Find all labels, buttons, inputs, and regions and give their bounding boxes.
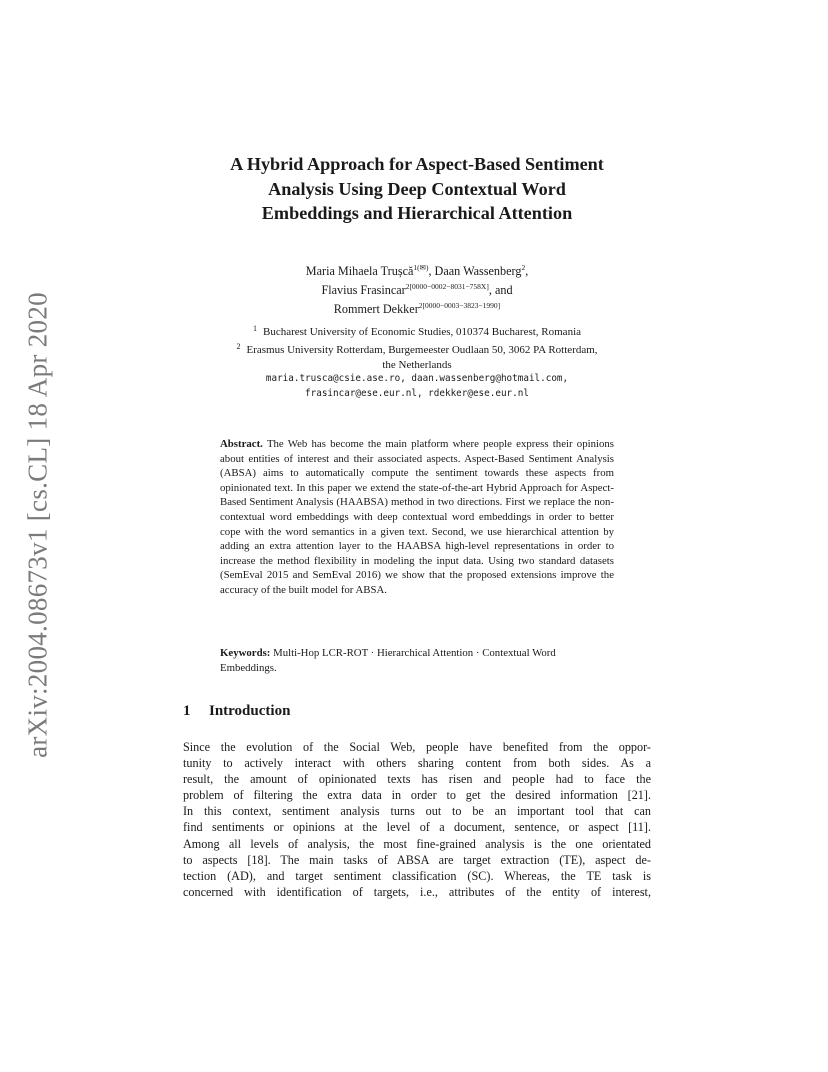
- author-list: [150, 260, 684, 317]
- affiliation-text: Bucharest University of Economic Studies, 010374 Bucharest, Romania: [262, 326, 582, 338]
- author-separator: , and: [488, 283, 513, 297]
- affiliation-line: the Netherlands: [382, 358, 452, 371]
- arxiv-identifier-sidebar: [16, 290, 60, 760]
- author-orcid: 2[0000−0003−3823−1990]: [418, 301, 501, 310]
- email-line: maria.trusca@csie.ase.ro, daan.wassenberg@hotmail.com,: [265, 373, 569, 385]
- author-line: [150, 260, 684, 279]
- author-affiliation-mark: 2: [521, 263, 526, 272]
- body-line: Since the evolution of the Social Web, people have benefited from the oppor-: [183, 740, 651, 754]
- author-name: Rommert Dekker: [333, 302, 419, 316]
- abstract-text: The Web has become the main platform where people express their opinions about entities of interest and their associated aspects. Aspect-Based Sentiment Analysis (ABSA) aims to automatically compute the sentiment towards these aspects from opinionated text. In this paper we extend the state-of-the-art Hybrid Approach for Aspect-Based Sentiment Analysis (HAABSA) method in two directions. First we replace the non-contextual word embeddings with deep contextual word embeddings in order to better cope with the word semantics in a given text. Second, we use hierarchical attention by adding an extra attention layer to the HAABSA high-level representations in order to increase the method flexibility in modeling the input data. Using two standard datasets (SemEval 2015 and SemEval 2016) we show that the proposed extensions improve the accuracy of the built model for ABSA.: [220, 438, 614, 596]
- affiliation-text: Erasmus University Rotterdam, Burgemeester Oudlaan 50, 3062 PA Rotterdam,: [246, 343, 598, 356]
- affiliation-line: [150, 322, 684, 340]
- affiliation-mark: 1: [252, 324, 257, 333]
- abstract: [220, 437, 614, 598]
- body-line: problem of filtering the extra data in order to get the desired information [21].: [183, 788, 651, 803]
- section-title: Introduction: [209, 703, 291, 719]
- keywords-text: Multi-Hop LCR-ROT · Hierarchical Attention · Contextual Word Embeddings.: [220, 647, 556, 674]
- author-line: [150, 279, 684, 298]
- affiliation-mark: 2: [236, 341, 241, 351]
- body-line: find sentiments or opinions at the level of a document, sentence, or aspect [11].: [183, 820, 651, 835]
- body-line: In this context, sentiment analysis turns out to be an important tool that can: [183, 804, 651, 819]
- title-line: Embeddings and Hierarchical Attention: [261, 203, 573, 223]
- author-name: Maria Mihaela Trușcă: [305, 264, 414, 278]
- paper-title: [150, 152, 684, 226]
- title-line: Analysis Using Deep Contextual Word: [268, 178, 566, 199]
- keywords-label: Keywords:: [220, 647, 271, 659]
- arxiv-identifier: arXiv:2004.08673v1 [cs.CL] 18 Apr 2020: [22, 292, 53, 758]
- body-text: [183, 739, 651, 900]
- body-line: tection (AD), and target sentiment classification (SC). Whereas, the TE task is: [183, 868, 651, 883]
- body-line: concerned with identification of targets, i.e., attributes of the entity of interest,: [183, 884, 651, 899]
- body-line: result, the amount of opinionated texts has risen and people had to face the: [183, 772, 651, 787]
- affiliations: [150, 322, 684, 402]
- keywords: [220, 646, 614, 675]
- title-line: A Hybrid Approach for Aspect-Based Sentiment: [230, 154, 604, 174]
- body-line: to aspects [18]. The main tasks of ABSA are target extraction (TE), aspect de-: [183, 852, 651, 867]
- author-name: , Daan Wassenberg: [428, 264, 522, 278]
- section-heading: [183, 703, 290, 720]
- abstract-label: Abstract.: [220, 438, 263, 450]
- author-affiliation-mark: 1(✉): [413, 263, 429, 272]
- author-orcid: 2[0000−0002−8031−758X]: [405, 282, 489, 291]
- section-number: 1: [183, 703, 191, 719]
- author-separator: ,: [525, 264, 529, 278]
- body-line: tunity to actively interact with others sharing content from both sides. As a: [183, 756, 651, 771]
- author-name: Flavius Frasincar: [321, 283, 406, 297]
- author-line: [150, 298, 684, 317]
- affiliation-line: [150, 340, 684, 358]
- body-line: Among all levels of analysis, the most fine-grained analysis is the one orientated: [183, 836, 651, 851]
- email-line: frasincar@ese.eur.nl, rdekker@ese.eur.nl: [305, 388, 529, 400]
